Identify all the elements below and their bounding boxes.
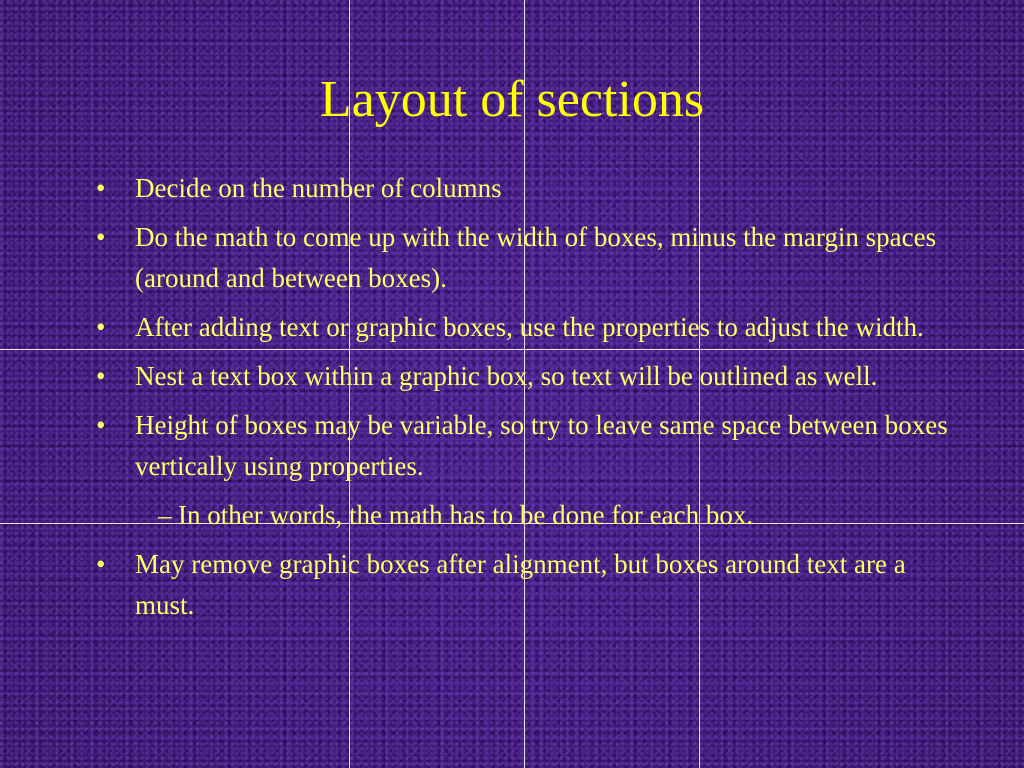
bullet-marker: • [96, 549, 106, 579]
slide-title: Layout of sections [319, 71, 705, 128]
bullet-list [96, 168, 956, 634]
bullet-text: After adding text or graphic boxes, use the properties to adjust the width. [135, 312, 924, 342]
bullet-marker: • [96, 410, 106, 440]
bullet-marker: • [96, 222, 106, 252]
bullet-marker: • [96, 312, 106, 342]
bullet-text: Do the math to come up with the width of boxes, minus the margin spaces (around and between boxes). [135, 222, 937, 293]
bullet-text: May remove graphic boxes after alignment, but boxes around text are a must. [135, 549, 906, 620]
bullet-item [96, 307, 956, 348]
bullet-marker: • [96, 173, 106, 203]
bullet-text: Nest a text box within a graphic box, so text will be outlined as well. [135, 361, 878, 391]
bullet-text: Decide on the number of columns [135, 173, 502, 203]
bullet-item [96, 544, 956, 626]
bullet-text: Height of boxes may be variable, so try to leave same space between boxes vertically using properties. [135, 410, 948, 481]
bullet-item [96, 217, 956, 299]
bullet-marker: • [96, 361, 106, 391]
sub-bullet-item [96, 495, 956, 536]
sub-bullet-marker: – [158, 500, 172, 530]
sub-bullet-text: In other words, the math has to be done for each box. [178, 500, 754, 530]
bullet-item [96, 356, 956, 397]
bullet-item [96, 168, 956, 209]
bullet-item [96, 405, 956, 487]
